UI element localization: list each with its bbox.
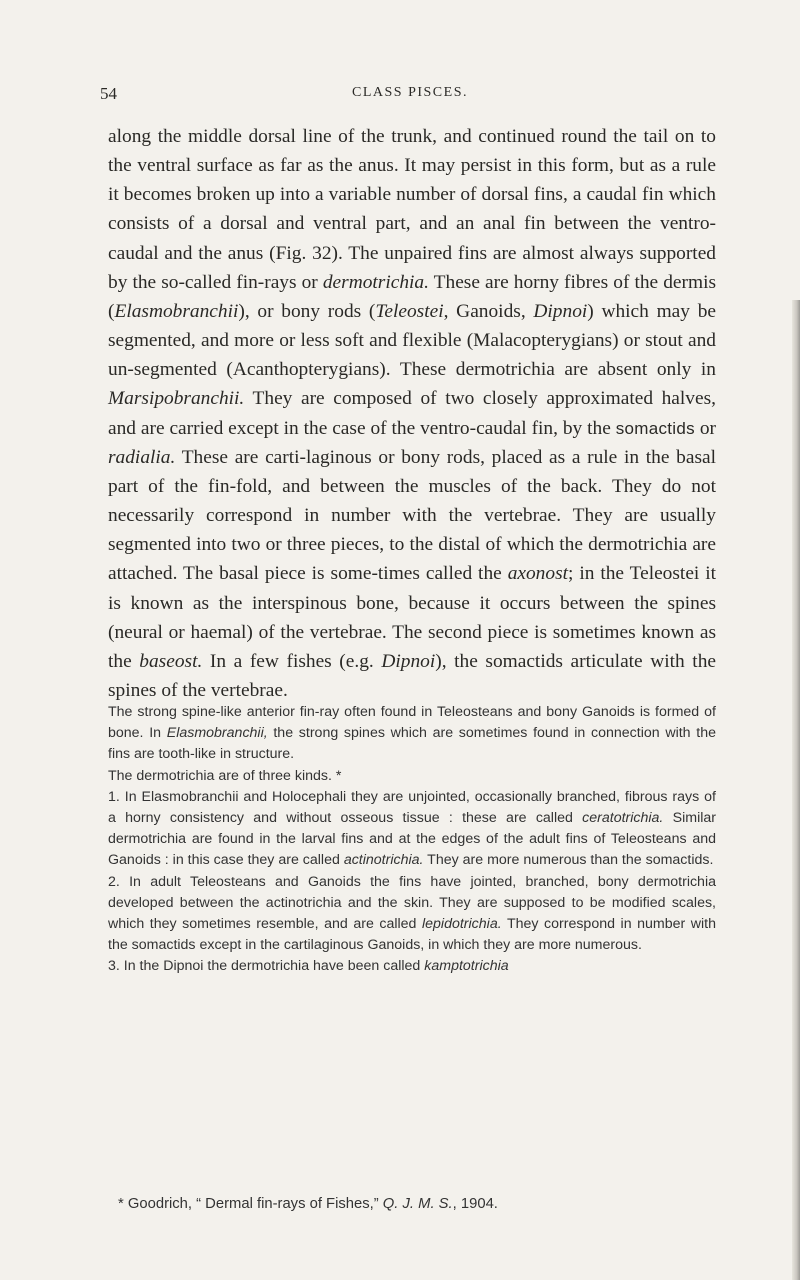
- small-print-section: [108, 702, 716, 978]
- running-head: CLASS PISCES.: [352, 85, 468, 100]
- text-run: along the middle dorsal line of the trunk, and continued round the tail on to the ventral surface as far as the anus. It may persist in this form, but as a rule it becomes broken up into a variable number of dorsal fins, a caudal fin which consists of a dorsal and ventral part, and an anal fin between the ventro-caudal and the anus (Fig. 32). The unpaired fins are almost always supported by the so-called fin-rays or: [108, 126, 716, 293]
- text-run: The strong spine-like anterior fin-ray often found in Teleosteans and bony Ganoids is formed of bone. In: [108, 704, 716, 742]
- term-ceratotrichia: ceratotrichia.: [582, 810, 664, 827]
- text-run: 2. In adult Teleosteans and Ganoids the fins have jointed, branched, bony dermotrichia developed between the actinotrichia and the skin. They are supposed to be modified scales, which they sometimes resemble, and are called: [108, 873, 716, 933]
- text-run: * Goodrich, “ Dermal fin-rays of Fishes,”: [118, 1196, 383, 1212]
- small-paragraph-item-2: [108, 872, 716, 957]
- term-somactids: somactids: [615, 418, 695, 438]
- term-lepidotrichia: lepidotrichia.: [422, 916, 502, 933]
- text-run: The dermotrichia are of three kinds. *: [108, 767, 342, 784]
- text-run: , 1904.: [452, 1196, 498, 1212]
- term-elasmobranchii: Elasmobranchii,: [166, 725, 268, 742]
- page-number: 54: [100, 84, 117, 103]
- page-header: [100, 84, 720, 108]
- term-teleostei: Teleostei: [375, 300, 444, 322]
- term-radialia: radialia.: [108, 446, 176, 468]
- main-paragraph: [108, 122, 716, 705]
- text-run: They correspond in number with the somactids except in the cartilaginous Ganoids, in which they are more numerous.: [108, 916, 716, 954]
- page-edge-shadow: [792, 300, 800, 1280]
- term-dipnoi: Dipnoi: [381, 650, 436, 672]
- text-run: ), the somactids articulate with the spines of the vertebrae.: [108, 650, 717, 701]
- paragraph-fin-rays: [108, 122, 716, 705]
- text-run: ), or bony rods (: [238, 300, 376, 322]
- term-baseost: baseost.: [139, 650, 203, 672]
- term-elasmobranchii: Elasmobranchii: [114, 300, 239, 322]
- text-run: In a few fishes (e.g.: [202, 650, 382, 672]
- small-paragraph-spine: [108, 702, 716, 766]
- journal-abbrev: Q. J. M. S.: [382, 1196, 453, 1212]
- term-kamptotrichia: kamptotrichia: [424, 958, 509, 975]
- term-actinotrichia: actinotrichia.: [343, 852, 424, 869]
- text-run: ; in the Teleostei it is known as the interspinous bone, because it occurs between the spines (neural or haemal) of the vertebrae. The second piece is sometimes known as the: [108, 563, 717, 672]
- text-run: They are more numerous than the somactids.: [423, 852, 714, 869]
- text-run: or: [694, 417, 716, 439]
- text-run: 1. In Elasmobranchii and Holocephali they are unjointed, occasionally branched, fibrous rays of a horny consistency and without osseous tissue : these are called: [108, 788, 716, 827]
- term-dipnoi: Dipnoi: [533, 300, 588, 322]
- text-run: These are horny fibres of the dermis (: [108, 271, 717, 322]
- text-run: Similar dermotrichia are found in the larval fins and at the edges of the adult fins of Teleosteans and Ganoids : in this case they are called: [108, 810, 716, 869]
- text-run: ) which may be segmented, and more or less soft and flexible (Malacopterygians) or stout and un-segmented (Acanthopterygians). These dermotrichia are absent only in: [108, 300, 717, 381]
- term-axonost: axonost: [507, 563, 569, 585]
- small-paragraph-kinds: [108, 766, 716, 787]
- text-run: These are carti-laginous or bony rods, placed as a rule in the basal part of the fin-fold, and between the muscles of the back. They do not necessarily correspond in number with the vertebrae. They are usually segmented into two or three pieces, to the distal of which the dermotrichia are attached. The basal piece is some-times called the: [108, 446, 716, 585]
- term-dermotrichia: dermotrichia.: [322, 271, 429, 293]
- term-marsipobranchii: Marsipobranchii.: [108, 388, 245, 410]
- text-run: They are composed of two closely approximated halves, and are carried except in the case of the ventro-caudal fin, by the: [108, 388, 716, 439]
- text-run: the strong spines which are sometimes found in connection with the fins are tooth-like in structure.: [108, 725, 716, 763]
- text-run: , Ganoids,: [443, 300, 534, 322]
- small-paragraph-item-3: [108, 956, 716, 977]
- small-paragraph-item-1: [108, 787, 716, 872]
- text-run: 3. In the Dipnoi the dermotrichia have been called: [108, 958, 425, 975]
- footnote: [118, 1196, 718, 1212]
